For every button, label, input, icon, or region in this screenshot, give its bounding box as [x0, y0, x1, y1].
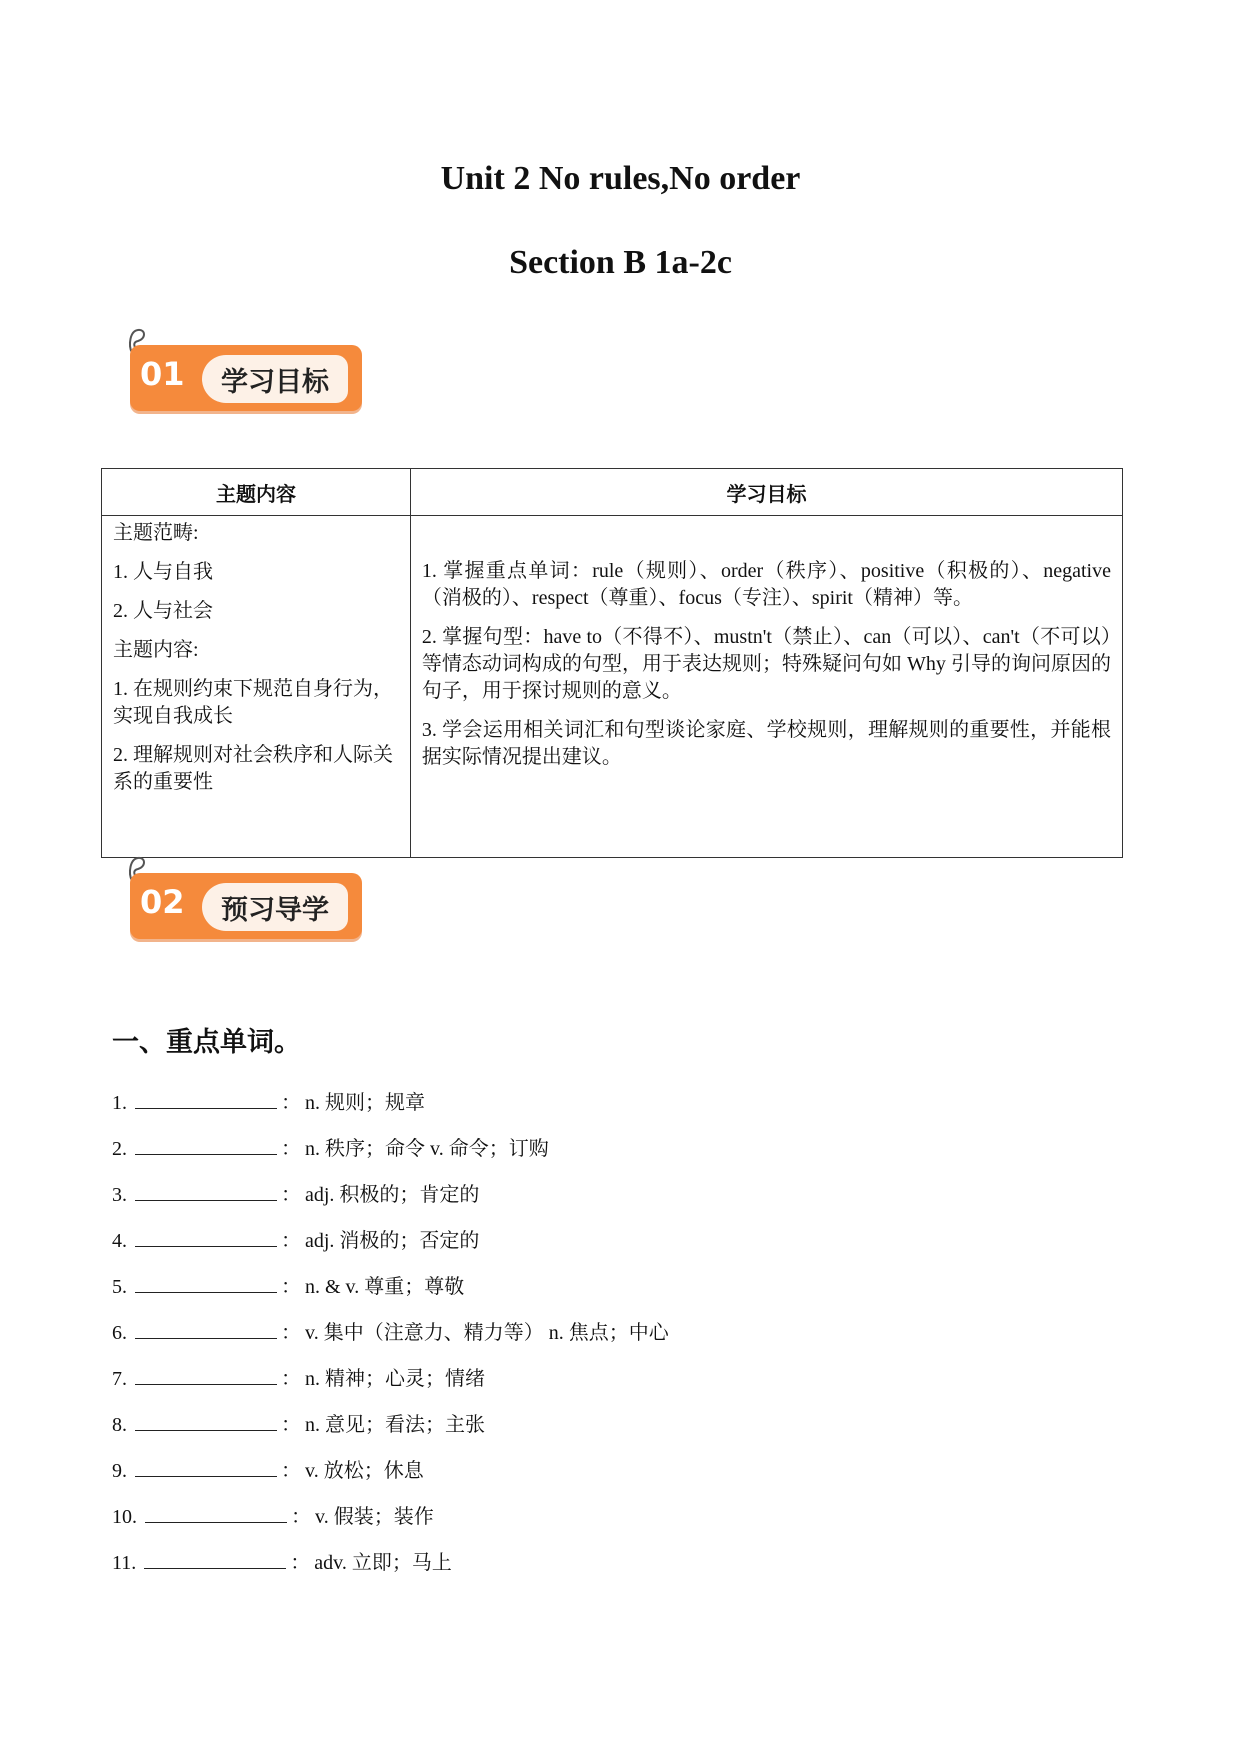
list-item: 2. ： n. 秩序；命令 v. 命令；订购 — [112, 1132, 669, 1178]
topic-cell — [102, 516, 411, 858]
topic-line: 2. 理解规则对社会秩序和人际关系的重要性 — [113, 744, 393, 793]
vocab-heading: 一、重点单词。 — [112, 1027, 301, 1058]
list-item: 6. ： v. 集中（注意力、精力等） n. 焦点；中心 — [112, 1316, 669, 1362]
table-header-topic: 主题内容 — [102, 469, 411, 516]
section-badge-preview — [118, 853, 368, 945]
answer-blank[interactable] — [135, 1226, 277, 1247]
answer-blank[interactable] — [135, 1088, 277, 1109]
goal-item: 1. 掌握重点单词：rule（规则）、order（秩序）、positive（积极的）、negative（消极的）、respect（尊重）、focus（专注）、spirit（精神）等。 — [421, 560, 1111, 609]
answer-blank[interactable] — [145, 1502, 287, 1523]
item-definition: n. 精神；心灵；情绪 — [305, 1368, 485, 1390]
goal-item: 2. 掌握句型：have to（不得不）、mustn't（禁止）、can（可以）、can't（不可以）等情态动词构成的句型，用于表达规则；特殊疑问句如 Why 引导的询问原因的句子，用于探讨规则的意义。 — [421, 626, 1111, 702]
topic-line: 主题内容: — [113, 639, 199, 661]
vocab-list — [112, 1086, 669, 1592]
goals-cell — [410, 516, 1122, 858]
answer-blank[interactable] — [135, 1134, 277, 1155]
item-definition: n. 秩序；命令 v. 命令；订购 — [305, 1138, 549, 1160]
item-number: 1. — [112, 1092, 127, 1114]
topic-line: 主题范畴: — [113, 522, 199, 544]
item-definition: adj. 积极的；肯定的 — [305, 1184, 480, 1206]
item-number: 5. — [112, 1276, 127, 1298]
answer-blank[interactable] — [135, 1272, 277, 1293]
item-number: 9. — [112, 1460, 127, 1482]
badge-number: 02 — [140, 883, 185, 921]
item-number: 2. — [112, 1138, 127, 1160]
badge-number: 01 — [140, 355, 185, 393]
answer-blank[interactable] — [135, 1180, 277, 1201]
item-number: 4. — [112, 1230, 127, 1252]
item-number: 3. — [112, 1184, 127, 1206]
badge-label: 预习导学 — [202, 883, 348, 931]
section-badge-goals — [118, 325, 368, 417]
section-title: Section B 1a-2c — [509, 244, 732, 281]
learning-goals-table — [101, 468, 1123, 858]
list-item: 3. ： adj. 积极的；肯定的 — [112, 1178, 669, 1224]
topic-line: 1. 人与自我 — [113, 561, 213, 583]
answer-blank[interactable] — [135, 1318, 277, 1339]
item-number: 7. — [112, 1368, 127, 1390]
answer-blank[interactable] — [144, 1548, 286, 1569]
list-item: 9. ： v. 放松；休息 — [112, 1454, 669, 1500]
item-definition: n. & v. 尊重；尊敬 — [305, 1276, 465, 1298]
item-number: 11. — [112, 1552, 137, 1574]
answer-blank[interactable] — [135, 1456, 277, 1477]
item-definition: adj. 消极的；否定的 — [305, 1230, 480, 1252]
badge-label: 学习目标 — [202, 355, 348, 403]
list-item: 5. ： n. & v. 尊重；尊敬 — [112, 1270, 669, 1316]
list-item: 1. ： n. 规则；规章 — [112, 1086, 669, 1132]
unit-title: Unit 2 No rules,No order — [440, 160, 801, 197]
item-definition: v. 集中（注意力、精力等） n. 焦点；中心 — [305, 1322, 669, 1344]
answer-blank[interactable] — [135, 1364, 277, 1385]
list-item: 10. ： v. 假装；装作 — [112, 1500, 669, 1546]
answer-blank[interactable] — [135, 1410, 277, 1431]
topic-line: 2. 人与社会 — [113, 600, 213, 622]
item-definition: adv. 立即；马上 — [314, 1552, 452, 1574]
item-number: 8. — [112, 1414, 127, 1436]
item-definition: v. 放松；休息 — [305, 1460, 424, 1482]
item-number: 10. — [112, 1506, 137, 1528]
item-number: 6. — [112, 1322, 127, 1344]
item-definition: v. 假装；装作 — [315, 1506, 434, 1528]
list-item: 8. ： n. 意见；看法；主张 — [112, 1408, 669, 1454]
goal-item: 3. 学会运用相关词汇和句型谈论家庭、学校规则，理解规则的重要性，并能根据实际情况提出建议。 — [421, 719, 1111, 768]
topic-line: 1. 在规则约束下规范自身行为，实现自我成长 — [113, 678, 393, 727]
item-definition: n. 规则；规章 — [305, 1092, 425, 1114]
item-definition: n. 意见；看法；主张 — [305, 1414, 485, 1436]
table-header-goals: 学习目标 — [410, 469, 1122, 516]
list-item: 4. ： adj. 消极的；否定的 — [112, 1224, 669, 1270]
list-item: 11. ： adv. 立即；马上 — [112, 1546, 669, 1592]
list-item: 7. ： n. 精神；心灵；情绪 — [112, 1362, 669, 1408]
